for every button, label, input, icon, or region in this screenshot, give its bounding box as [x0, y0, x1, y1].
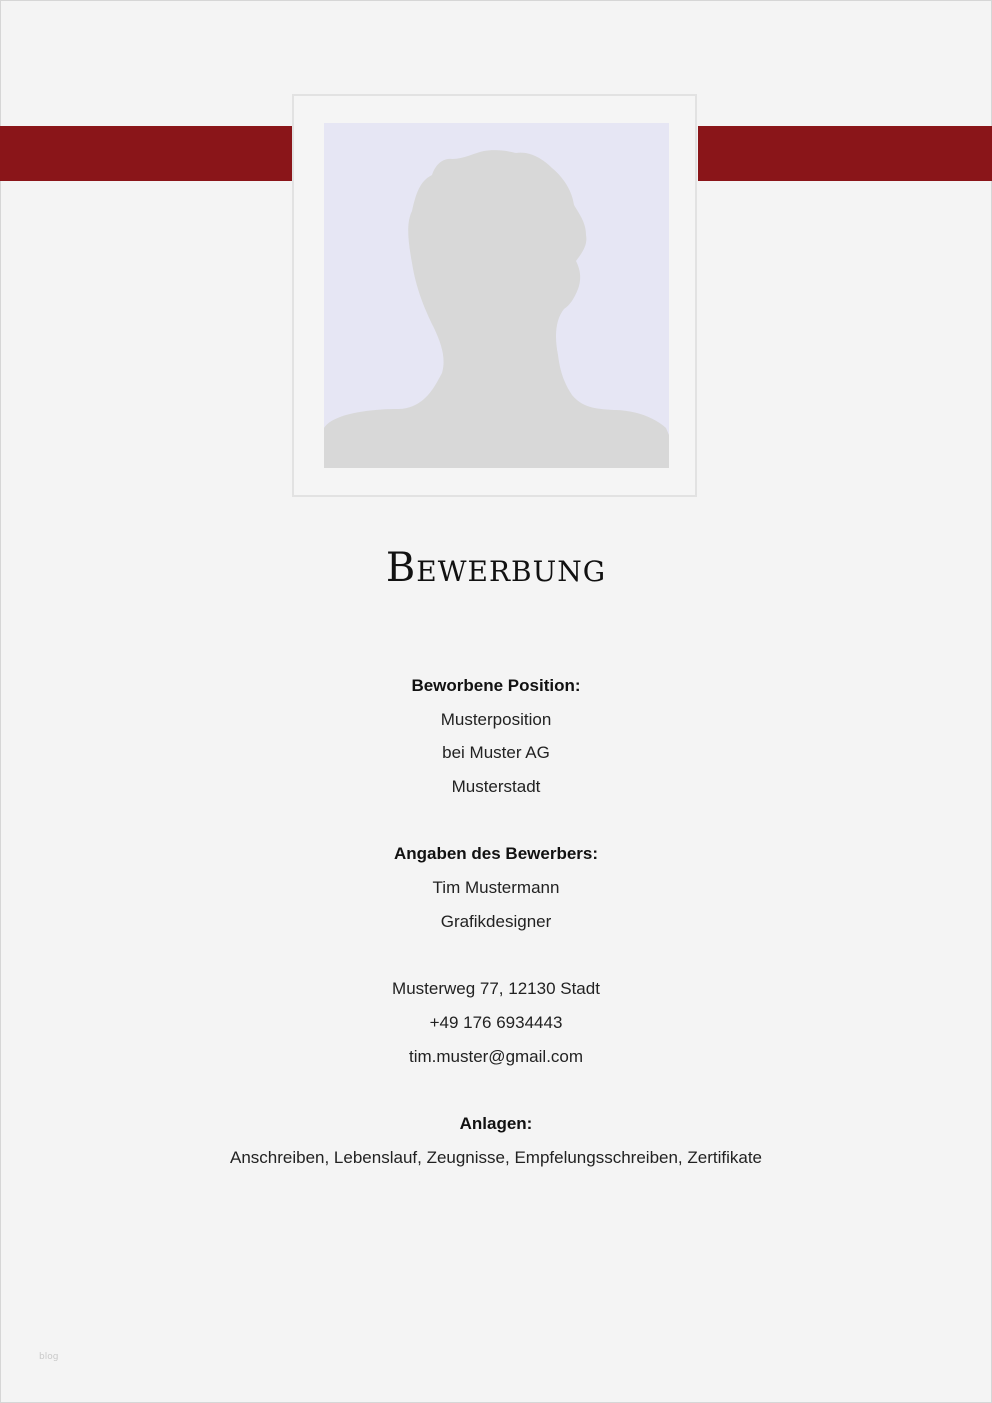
applicant-job: Grafikdesigner: [440, 911, 552, 931]
position-line: bei Muster AG: [442, 743, 550, 763]
attachments-list: Anschreiben, Lebenslauf, Zeugnisse, Empfelungsschreiben, Zertifikate: [229, 1147, 763, 1167]
applicant-email: tim.muster@gmail.com: [408, 1046, 584, 1066]
applicant-address: Musterweg 77, 12130 Stadt: [392, 979, 600, 999]
profile-photo-placeholder[interactable]: [324, 123, 669, 468]
applicant-heading: Angaben des Bewerbers:: [393, 844, 599, 864]
cover-info-block: [0, 669, 992, 1174]
applicant-phone: +49 176 6934443: [429, 1012, 563, 1032]
spacer: [0, 804, 992, 838]
applicant-name: Tim Mustermann: [432, 878, 560, 898]
position-line: Musterstadt: [451, 777, 541, 797]
photo-frame: [292, 94, 697, 497]
position-heading: Beworbene Position:: [411, 676, 581, 695]
header-band-right: [698, 126, 992, 181]
attachments-heading: Anlagen:: [459, 1113, 533, 1133]
watermark-text: blog: [39, 1352, 59, 1362]
spacer: [0, 939, 992, 973]
spacer: [0, 1073, 992, 1107]
person-silhouette-icon: [324, 123, 669, 468]
header-band-left: [0, 126, 292, 181]
position-line: Musterposition: [440, 709, 552, 729]
document-title: Bewerbung: [385, 545, 607, 591]
